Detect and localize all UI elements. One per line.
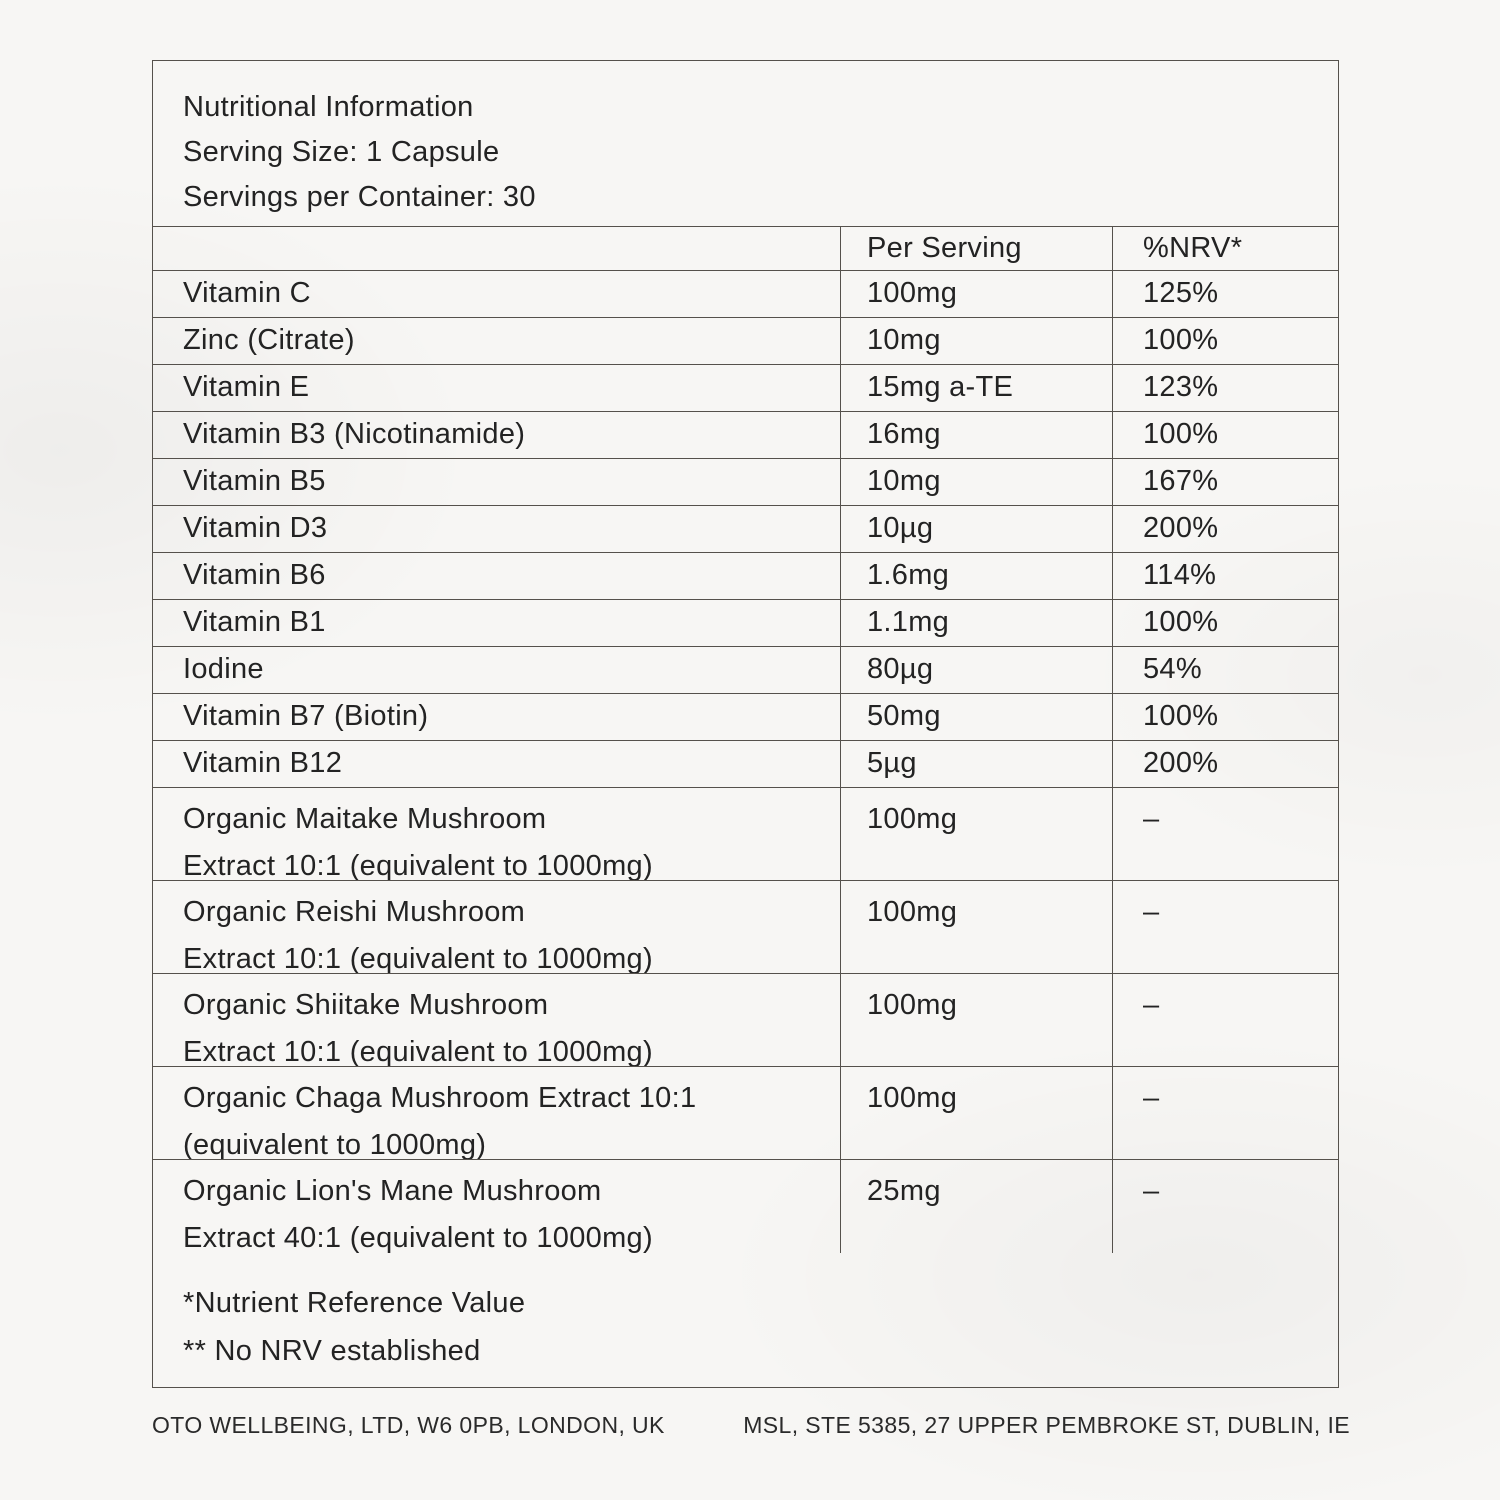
table-row (153, 974, 1338, 1067)
nrv-value: 125% (1112, 271, 1338, 317)
nutrient-name-line: Organic Lion's Mane Mushroom (183, 1175, 602, 1207)
table-header-row (153, 227, 1338, 271)
nutrient-name-line: Extract 10:1 (equivalent to 1000mg) (183, 1036, 653, 1066)
manufacturer-address-uk: OTO WELLBEING, LTD, W6 0PB, LONDON, UK (152, 1412, 665, 1438)
table-row (153, 1067, 1338, 1160)
nutrient-name (153, 412, 840, 458)
nrv-value: 114% (1112, 553, 1338, 599)
table-row (153, 694, 1338, 741)
nutrient-name-line: Vitamin B6 (183, 559, 326, 591)
nutrient-name (153, 647, 840, 693)
table-row (153, 600, 1338, 647)
per-serving-value: 50mg (840, 694, 1112, 740)
per-serving-value: 100mg (840, 788, 1112, 880)
nutrient-name (153, 788, 840, 880)
per-serving-value: 1.6mg (840, 553, 1112, 599)
nutrient-name (153, 1160, 840, 1253)
nutrient-name-line: Vitamin B1 (183, 606, 326, 638)
per-serving-value: 80µg (840, 647, 1112, 693)
nutrient-name-line: Vitamin B5 (183, 465, 326, 497)
table-body (153, 271, 1338, 1253)
table-row (153, 788, 1338, 881)
nrv-value: – (1112, 1160, 1338, 1253)
nrv-value: 167% (1112, 459, 1338, 505)
nutrition-label (152, 60, 1339, 1388)
nutrient-name (153, 553, 840, 599)
manufacturer-address-ie: MSL, STE 5385, 27 UPPER PEMBROKE ST, DUBLIN, IE (743, 1412, 1350, 1438)
per-serving-value: 10µg (840, 506, 1112, 552)
nutrient-name-line: Vitamin B7 (Biotin) (183, 700, 429, 732)
nutrient-name (153, 974, 840, 1066)
nrv-value: 54% (1112, 647, 1338, 693)
nutrient-name-line: Organic Maitake Mushroom (183, 803, 547, 835)
nutrient-name-line: Zinc (Citrate) (183, 324, 355, 356)
table-row (153, 1160, 1338, 1253)
nutrient-name (153, 459, 840, 505)
label-title: Nutritional Information (183, 91, 474, 123)
per-serving-value: 10mg (840, 459, 1112, 505)
nutrient-name-line: Vitamin B12 (183, 747, 343, 779)
nrv-value: 100% (1112, 694, 1338, 740)
nutrient-name-line: Extract 40:1 (equivalent to 1000mg) (183, 1222, 653, 1253)
per-serving-value: 25mg (840, 1160, 1112, 1253)
nutrient-name-line: Extract 10:1 (equivalent to 1000mg) (183, 850, 653, 880)
nutrient-name (153, 271, 840, 317)
per-serving-value: 100mg (840, 1067, 1112, 1159)
table-row (153, 553, 1338, 600)
nutrient-name (153, 881, 840, 973)
column-header-nutrient (153, 227, 840, 270)
nutrient-name (153, 318, 840, 364)
table-row (153, 881, 1338, 974)
table-row (153, 506, 1338, 553)
label-header (153, 61, 1338, 227)
per-serving-value: 1.1mg (840, 600, 1112, 646)
nrv-value: – (1112, 788, 1338, 880)
nutrient-name (153, 694, 840, 740)
nutrient-name (153, 741, 840, 787)
serving-size: Serving Size: 1 Capsule (183, 136, 500, 168)
nutrient-name-line: Organic Chaga Mushroom Extract 10:1 (183, 1082, 697, 1114)
nrv-value: 100% (1112, 412, 1338, 458)
nrv-value: 123% (1112, 365, 1338, 411)
servings-per-container: Servings per Container: 30 (183, 181, 536, 213)
nutrient-name-line: Organic Reishi Mushroom (183, 896, 526, 928)
column-header-per-serving: Per Serving (840, 227, 1112, 270)
table-row (153, 271, 1338, 318)
per-serving-value: 16mg (840, 412, 1112, 458)
nutrient-name-line: Vitamin E (183, 371, 310, 403)
nrv-value: 100% (1112, 318, 1338, 364)
per-serving-value: 10mg (840, 318, 1112, 364)
footnote-no-nrv: ** No NRV established (183, 1335, 481, 1367)
manufacturer-bar (152, 1412, 1350, 1439)
table-row (153, 365, 1338, 412)
nrv-value: – (1112, 974, 1338, 1066)
nutrient-name-line: Vitamin B3 (Nicotinamide) (183, 418, 526, 450)
nrv-value: – (1112, 1067, 1338, 1159)
per-serving-value: 100mg (840, 974, 1112, 1066)
table-row (153, 412, 1338, 459)
table-row (153, 318, 1338, 365)
nrv-value: 200% (1112, 741, 1338, 787)
table-row (153, 459, 1338, 506)
nutrient-name (153, 600, 840, 646)
nrv-value: – (1112, 881, 1338, 973)
per-serving-value: 15mg a-TE (840, 365, 1112, 411)
footnote-block (153, 1253, 1338, 1387)
nutrient-name-line: Vitamin D3 (183, 512, 328, 544)
nrv-value: 100% (1112, 600, 1338, 646)
nutrient-name-line: (equivalent to 1000mg) (183, 1129, 487, 1159)
per-serving-value: 100mg (840, 271, 1112, 317)
nutrient-name-line: Iodine (183, 653, 264, 685)
nutrient-name (153, 365, 840, 411)
table-row (153, 741, 1338, 788)
table-row (153, 647, 1338, 694)
nutrient-name-line: Organic Shiitake Mushroom (183, 989, 549, 1021)
nutrient-name (153, 1067, 840, 1159)
nutrient-name-line: Extract 10:1 (equivalent to 1000mg) (183, 943, 653, 973)
nutrient-name-line: Vitamin C (183, 277, 311, 309)
column-header-nrv: %NRV* (1112, 227, 1338, 270)
per-serving-value: 5µg (840, 741, 1112, 787)
per-serving-value: 100mg (840, 881, 1112, 973)
nutrient-name (153, 506, 840, 552)
footnote-nrv: *Nutrient Reference Value (183, 1287, 526, 1319)
nrv-value: 200% (1112, 506, 1338, 552)
